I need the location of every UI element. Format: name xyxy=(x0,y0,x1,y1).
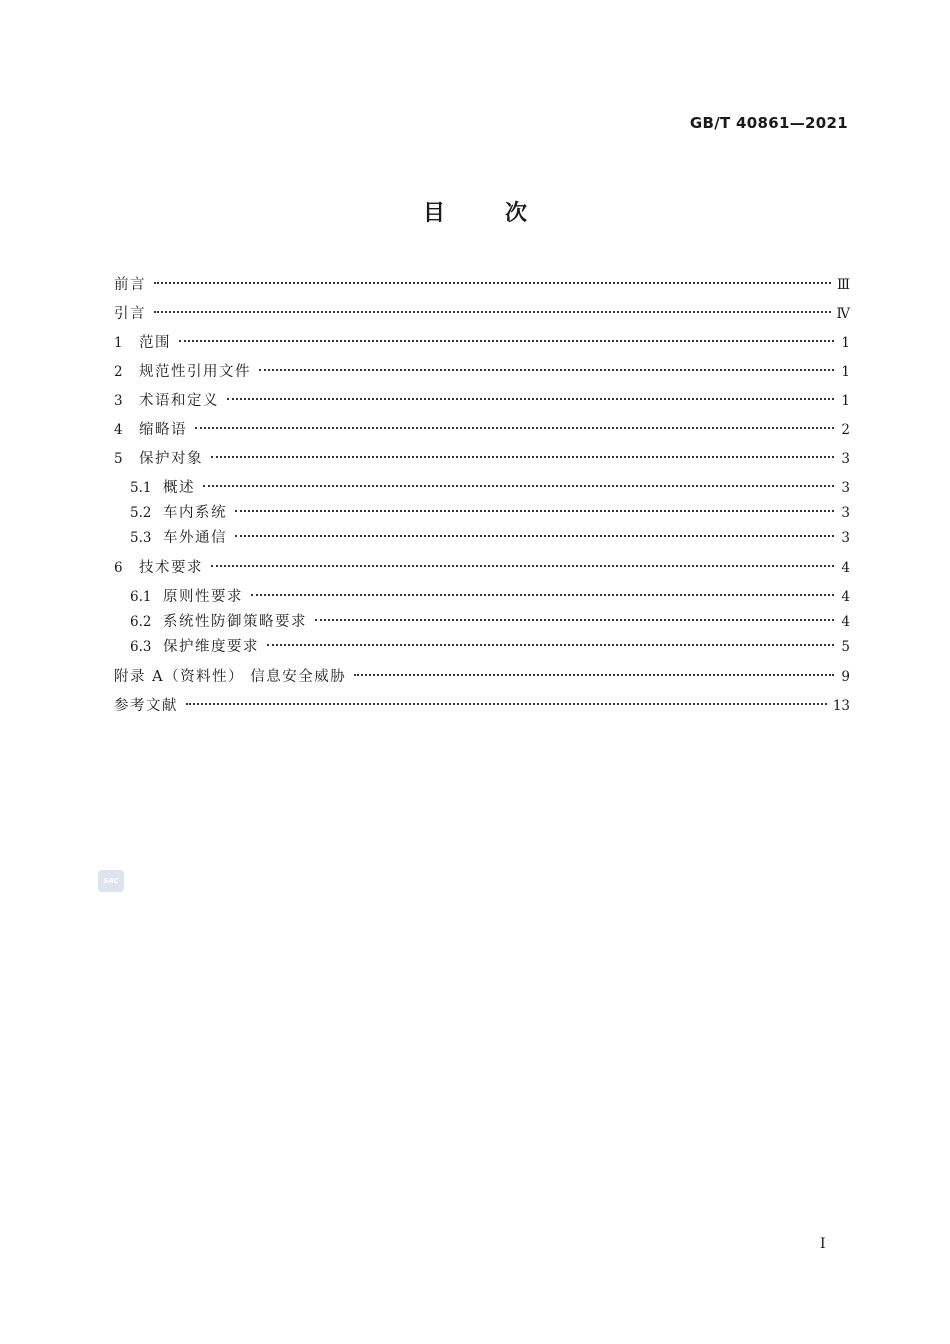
toc-entry[interactable] xyxy=(114,359,850,388)
toc-entry[interactable] xyxy=(114,664,850,693)
toc-entry-page: Ⅲ xyxy=(836,277,850,293)
toc-entry-label: 规范性引用文件 xyxy=(139,364,251,380)
toc-entry-label: 系统性防御策略要求 xyxy=(163,614,307,630)
toc-entry-label: 前言 xyxy=(114,277,146,293)
dot-leader xyxy=(154,282,831,284)
dot-leader xyxy=(315,619,834,621)
toc-entry-number: 5.2 xyxy=(130,505,152,521)
toc-subentry[interactable] xyxy=(114,609,850,634)
toc-entry-page: 4 xyxy=(841,614,850,630)
dot-leader xyxy=(227,398,834,400)
toc-entry-label: 技术要求 xyxy=(139,560,203,576)
toc-entry[interactable] xyxy=(114,693,850,722)
dot-leader xyxy=(259,369,834,371)
table-of-contents xyxy=(114,272,850,722)
toc-subentry[interactable] xyxy=(114,500,850,525)
footer-page-number: I xyxy=(820,1236,826,1252)
toc-entry-page: 2 xyxy=(841,422,850,438)
dot-leader xyxy=(154,311,831,313)
toc-entry-label: 车内系统 xyxy=(163,505,227,521)
sac-logo-text: SAC xyxy=(103,877,119,885)
toc-entry-page: 3 xyxy=(841,451,850,467)
sac-logo xyxy=(98,870,124,892)
toc-entry-label: 原则性要求 xyxy=(163,589,243,605)
toc-entry-number: 1 xyxy=(114,335,123,351)
toc-entry-label: 参考文献 xyxy=(114,698,178,714)
toc-entry-page: 1 xyxy=(841,335,850,351)
dot-leader xyxy=(186,703,827,705)
toc-entry-number: 6.2 xyxy=(130,614,152,630)
toc-subentry[interactable] xyxy=(114,475,850,500)
dot-leader xyxy=(267,644,834,646)
toc-entry-page: 5 xyxy=(841,639,850,655)
toc-entry-label: 引言 xyxy=(114,306,146,322)
toc-entry[interactable] xyxy=(114,388,850,417)
toc-entry-page: 1 xyxy=(841,364,850,380)
toc-entry-number: 4 xyxy=(114,422,123,438)
toc-entry-number: 6.3 xyxy=(130,639,152,655)
toc-entry-number: 6 xyxy=(114,560,123,576)
toc-entry-page: 1 xyxy=(841,393,850,409)
toc-entry-label: 术语和定义 xyxy=(139,393,219,409)
toc-entry-label: 保护维度要求 xyxy=(163,639,259,655)
toc-entry-label: 附录 A（资料性） 信息安全威胁 xyxy=(114,669,347,685)
page-title xyxy=(0,196,950,227)
dot-leader xyxy=(235,510,834,512)
toc-subentry[interactable] xyxy=(114,634,850,659)
toc-subentry[interactable] xyxy=(114,525,850,550)
toc-entry-number: 3 xyxy=(114,393,123,409)
dot-leader xyxy=(211,565,834,567)
toc-entry[interactable] xyxy=(114,555,850,584)
toc-entry-number: 5.3 xyxy=(130,530,152,546)
toc-entry[interactable] xyxy=(114,272,850,301)
dot-leader xyxy=(235,535,834,537)
toc-entry-number: 5 xyxy=(114,451,123,467)
dot-leader xyxy=(179,340,834,342)
toc-entry-number: 2 xyxy=(114,364,123,380)
toc-entry-page: 3 xyxy=(841,480,850,496)
toc-entry-label: 概述 xyxy=(163,480,195,496)
toc-entry[interactable] xyxy=(114,330,850,359)
title-char-2: 次 xyxy=(505,201,528,226)
toc-entry-page: 3 xyxy=(841,505,850,521)
toc-entry-page: 4 xyxy=(841,560,850,576)
toc-entry-page: 3 xyxy=(841,530,850,546)
toc-entry-page: 9 xyxy=(841,669,850,685)
toc-entry-label: 范围 xyxy=(139,335,171,351)
toc-entry[interactable] xyxy=(114,417,850,446)
toc-entry-page: 13 xyxy=(832,698,850,714)
toc-entry-number: 5.1 xyxy=(130,480,152,496)
toc-subentry[interactable] xyxy=(114,584,850,609)
toc-entry-number: 6.1 xyxy=(130,589,152,605)
dot-leader xyxy=(354,674,834,676)
toc-entry-page: Ⅳ xyxy=(836,306,850,322)
standard-number: GB/T 40861—2021 xyxy=(689,114,848,132)
toc-entry[interactable] xyxy=(114,301,850,330)
toc-entry-label: 保护对象 xyxy=(139,451,203,467)
toc-entry-label: 车外通信 xyxy=(163,530,227,546)
toc-entry-page: 4 xyxy=(841,589,850,605)
dot-leader xyxy=(195,427,834,429)
toc-entry-label: 缩略语 xyxy=(139,422,187,438)
dot-leader xyxy=(203,485,834,487)
dot-leader xyxy=(251,594,834,596)
title-char-1: 目 xyxy=(422,201,445,226)
dot-leader xyxy=(211,456,834,458)
toc-entry[interactable] xyxy=(114,446,850,475)
